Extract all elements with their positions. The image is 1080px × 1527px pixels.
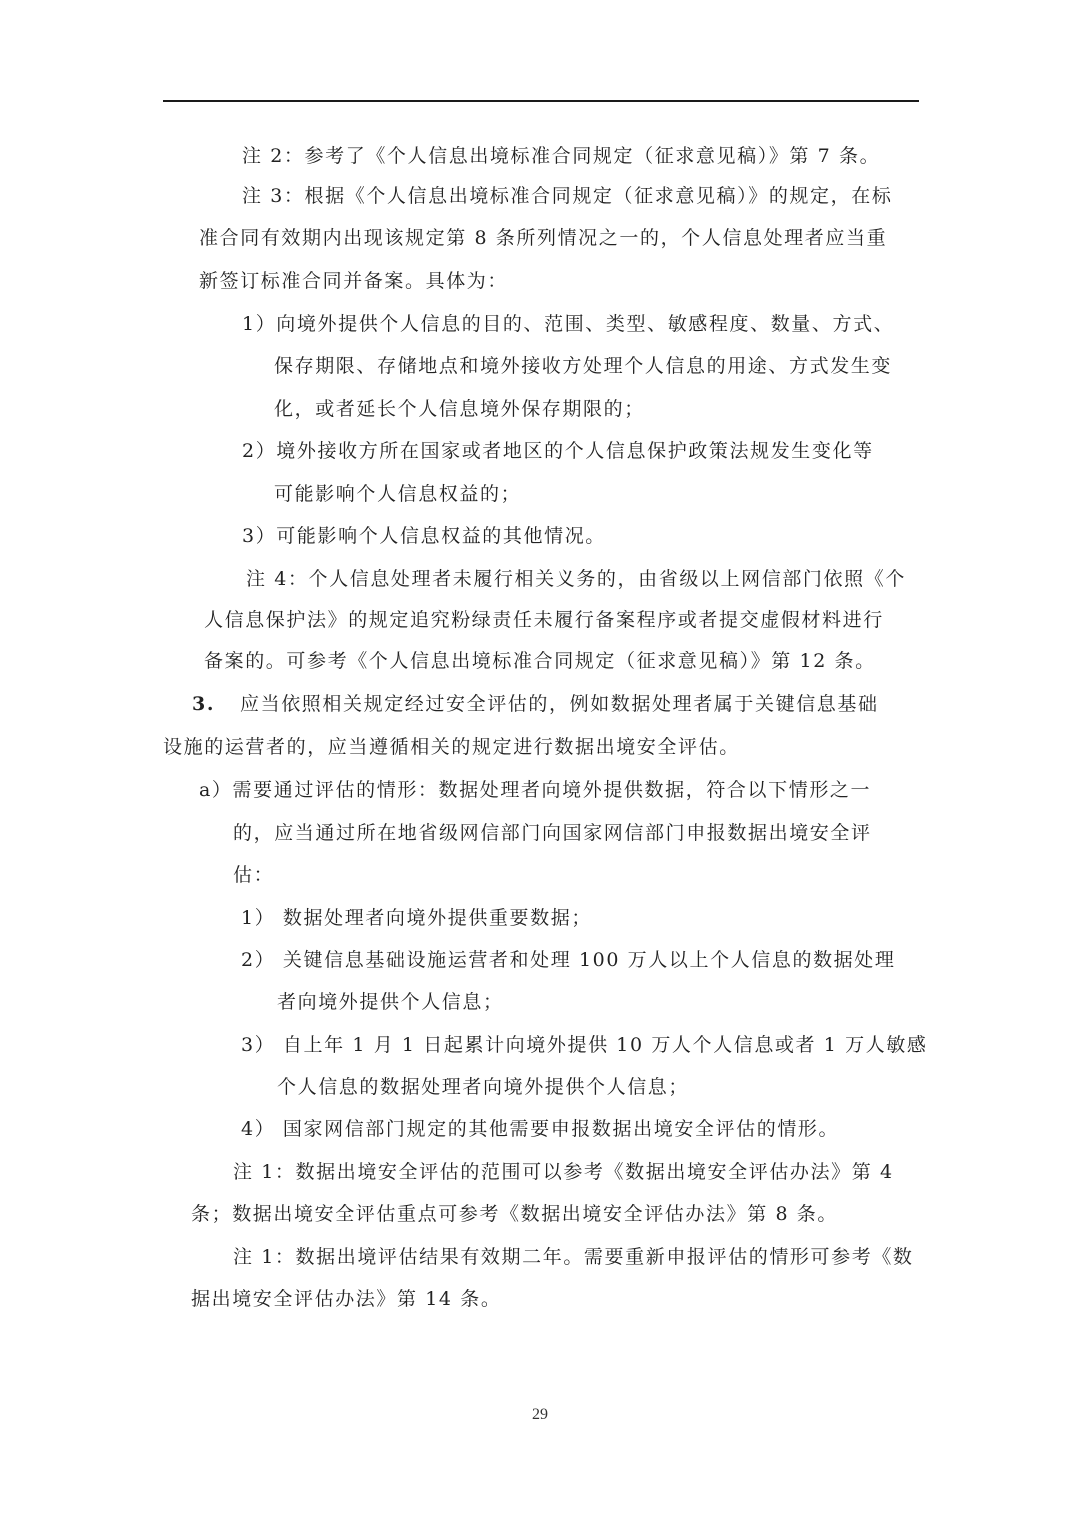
note-3-line-2: 准合同有效期内出现该规定第 8 条所列情况之一的，个人信息处理者应当重: [199, 227, 888, 249]
sub-item-2-line-2: 者向境外提供个人信息；: [277, 991, 504, 1013]
list-item-1-line-1: 1）向境外提供个人信息的目的、范围、类型、敏感程度、数量、方式、: [242, 313, 895, 335]
sub-item-1: 1） 数据处理者向境外提供重要数据；: [241, 907, 592, 929]
section-3-number: 3.: [192, 693, 216, 715]
sub-item-2-line-1: 2） 关键信息基础设施运营者和处理 100 万人以上个人信息的数据处理: [241, 949, 896, 971]
list-item-1-line-2: 保存期限、存储地点和境外接收方处理个人信息的用途、方式发生变: [274, 355, 893, 377]
item-a-line-3: 估：: [233, 864, 275, 886]
header-rule: [163, 100, 919, 102]
note-4-line-3: 备案的。可参考《个人信息出境标准合同规定（征求意见稿）》第 12 条。: [204, 650, 876, 672]
page-number: 29: [532, 1406, 548, 1423]
list-item-2-line-2: 可能影响个人信息权益的；: [274, 483, 522, 505]
sub-item-3-line-1: 3） 自上年 1 月 1 日起累计向境外提供 10 万人个人信息或者 1 万人敏感: [241, 1034, 928, 1056]
sub-item-4: 4） 国家网信部门规定的其他需要申报数据出境安全评估的情形。: [241, 1118, 840, 1140]
section-3-line-1: 应当依照相关规定经过安全评估的，例如数据处理者属于关键信息基础: [240, 693, 879, 715]
item-a-line-1: a）需要通过评估的情形：数据处理者向境外提供数据，符合以下情形之一: [199, 779, 872, 801]
note-2-line: 注 2：参考了《个人信息出境标准合同规定（征求意见稿）》第 7 条。: [242, 145, 881, 167]
note-3-line-3: 新签订标准合同并备案。具体为：: [199, 270, 509, 292]
section-3-line-2: 设施的运营者的，应当遵循相关的规定进行数据出境安全评估。: [163, 736, 740, 758]
note-1b-line-2: 据出境安全评估办法》第 14 条。: [191, 1288, 502, 1310]
note-4-line-2: 人信息保护法》的规定追究粉绿责任未履行备案程序或者提交虚假材料进行: [204, 609, 884, 631]
item-a-line-2: 的，应当通过所在地省级网信部门向国家网信部门申报数据出境安全评: [233, 822, 872, 844]
note-4-line-1: 注 4：个人信息处理者未履行相关义务的，由省级以上网信部门依照《个: [246, 568, 906, 590]
list-item-2-line-1: 2）境外接收方所在国家或者地区的个人信息保护政策法规发生变化等: [242, 440, 874, 462]
sub-item-3-line-2: 个人信息的数据处理者向境外提供个人信息；: [277, 1076, 690, 1098]
note-3-line-1: 注 3：根据《个人信息出境标准合同规定（征求意见稿）》的规定，在标: [242, 185, 893, 207]
list-item-3-line-1: 3）可能影响个人信息权益的其他情况。: [242, 525, 606, 547]
note-1a-line-1: 注 1：数据出境安全评估的范围可以参考《数据出境安全评估办法》第 4: [233, 1161, 894, 1183]
note-1b-line-1: 注 1：数据出境评估结果有效期二年。需要重新申报评估的情形可参考《数: [233, 1246, 914, 1268]
list-item-1-line-3: 化，或者延长个人信息境外保存期限的；: [274, 398, 645, 420]
note-1a-line-2: 条；数据出境安全评估重点可参考《数据出境安全评估办法》第 8 条。: [191, 1203, 838, 1225]
